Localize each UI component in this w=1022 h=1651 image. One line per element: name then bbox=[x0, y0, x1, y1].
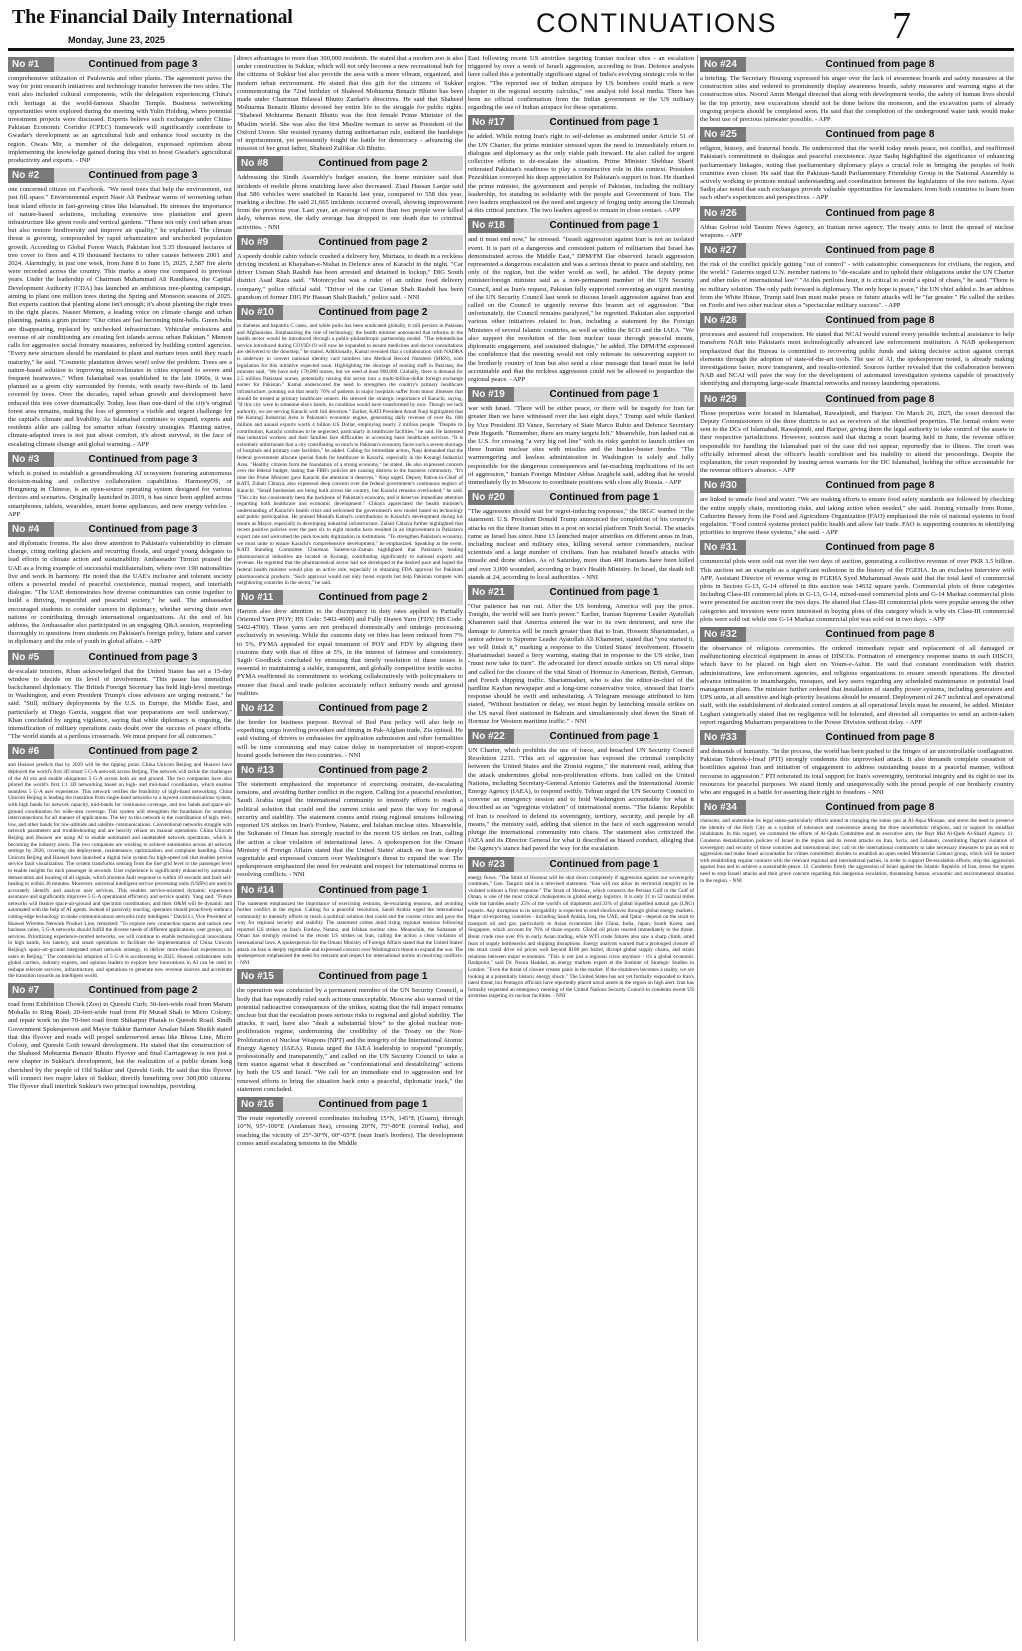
article-number: No #31 bbox=[700, 540, 746, 555]
article-body: The statement emphasized the importance of exercising restraint, de-escalating tensions, and avoiding further conflict in the region. Calling for a peaceful resolution, Saudi Arabia urged the international community to intensify efforts to reach a political solution that could end the current crisis and pave the way for regional security and stability. The statement comes amid rising regional tensions following reported US strikes on Iran's Fordow, Natanz, and Isfahan nuclear sites. Meanwhile, the Sultanate of Oman has strongly reacted to the recent US strikes on Iran, calling the action a clear violation of international laws. A spokesperson for the Omani Ministry of Foreign Affairs stated that the United States' attack on Iran is deeply regrettable and expressed concern over Washington's threat to expand the war. The spokesperson emphasized the need for restraint and respect for international norms in resolving conflicts. - NNI bbox=[237, 781, 463, 879]
article bbox=[468, 585, 694, 726]
continued-from-label: Continued from page 8 bbox=[746, 627, 1014, 642]
article-number: No #20 bbox=[468, 490, 514, 505]
article-body: the operation was conducted by a permanent member of the UN Security Council, a body that has repeatedly ruled such actions unacceptable. Moscow also warned of the potential radioactive consequences of the strikes, stating that the full impact remains unclear but that the escalation poses serious risks to regional and global stability. The attacks, it said, have also "dealt a substantial blow" to the global nuclear non-proliferation regime, undermining the credibility of the Treaty on the Non-Proliferation of Nuclear Weapons (NPT) and the integrity of the International Atomic Energy Agency (IAEA). Russia urged the IAEA leadership to respond "promptly, professionally and transparently," and called on the UN Security Council to take a firm stance against what it described as "confrontational and destabilizing" actions by both the US and Israel. "We call for an immediate end to aggression and for renewed efforts to bring the situation back onto a peaceful, diplomatic track," the statement concluded. bbox=[237, 987, 463, 1093]
article-body: war with Israel. "There will be either peace, or there will be tragedy for Iran far greater than we have witnessed over the last eight days," Trump said while flanked by Vice President JD Vance, Secretary of State Marco Rubio and Defence Secretary Pete Hegseth. "Remember, there are many targets left." Meanwhile, Iran lashed out at the U.S. for crossing "a very big red line" with its risky gambit to launch strikes on three Iranian nuclear sites with missiles and the bunker-buster bombs. "The warmongering and lawless administration in Washington is solely and fully responsible for the dangerous consequences and far-reaching implications of its act of aggression," Iranian Foreign Minister Abbas Araghchi said, adding that he would immediately fly to Moscow to coordinate positions with close ally Russia. - APP bbox=[468, 405, 694, 486]
article-header bbox=[237, 883, 463, 898]
masthead-rule bbox=[8, 48, 1014, 51]
article bbox=[700, 478, 1014, 537]
article-number: No #19 bbox=[468, 387, 514, 402]
article-body: the observance of religious ceremonies. He ordered immediate repair and replacement of all damaged or malfunctioning electrical equipment in areas of DISCOs. Formation of emergency response teams in each DISCO, which have to be placed on high alert on Youm-e-Ashur. He said that constant coordination with district administrations, law enforcement agencies, and religious organizations to ensure smooth operations. He directed advance intimation to imambargahs, mosques, and key users regarding any scheduled maintenance or potential load management plans. The minister further ordered that installation of standby power systems, including generators and UPS units, at all sensitive and high-priority locations should be ensured. Deployment of 24/7 technical and operational staff, with the establishment of dedicated control centers at all operational levels must be ensured, he added. Minister Leghari categorically stated that no negligence will be tolerated, and directed all companies to send an action-taken report regarding Muharram preparations to the Power Division without delay. - APP bbox=[700, 644, 1014, 726]
article-number: No #10 bbox=[237, 305, 283, 320]
article bbox=[237, 701, 463, 760]
article-body: processes and assured full cooperation. He stated that NCAI would extend every possible technical assistance to help transform NAB into Pakistan's most technologically advanced law enforcement institution. A NAB spokesperson emphasized that the Bureau is committed to recovering public funds and taking decisive action against corrupt elements through the adoption of state-of-the-art tools. The use of AI, the spokesperson noted, is already making investigations faster, more transparent, and results-oriented. Sources further revealed that the collaboration between NAB and NCAI will pave the way for the development of automated investigation systems capable of proactively identifying and disrupting large-scale financial networks and money laundering operations. bbox=[700, 331, 1014, 388]
article-header bbox=[237, 156, 463, 171]
continued-from-label: Continued from page 2 bbox=[54, 983, 232, 998]
article-header bbox=[8, 522, 232, 537]
continued-from-label: Continued from page 1 bbox=[514, 857, 694, 872]
article-body: and diplomatic forums. He also drew attention to Pakistan's vulnerability to climate change, citing melting glaciers and recurring floods, and urged young delegates to lead efforts in climate action and sustainability. Ambassador Tirmizi praised the UAE as a living example of successful multilateralism, where over 190 nationalities live and work in harmony. He noted that the UAE's inclusive and tolerant society offers a powerful model of peaceful coexistence, mutual respect, and interfaith dialogue. "The UAE demonstrates how diverse communities can come together to build a thriving, respectful and peaceful society," he said. The ambassador encouraged students to consider careers in diplomacy, whether serving their own nations or contributing through international organizations. At the end of his address, the Ambassador also participated in an engaging Q&A session, responding thoroughly to questions from students on Pakistan's foreign policy, future and career in diplomacy and the role of youth in global affairs. - APP bbox=[8, 539, 232, 646]
article-body: Haroon also drew attention to the discrepancy in duty rates applied to Partially Oriented Yarn (POY; HS Code: 5402-4600) and Fully Drawn Yarn (FDY; HS Code: 5402-4700). These yarns are not produced domestically and undergo processing exclusively in weaving. While the customs duty on fibre has been reduced from 7% to 5%, PYMA appealed for equal treatment of POY and FDY by aligning their customs duty with that of fibre at 5%, in the interest of fairness and consistency. Sagib Goodluck concluded by stressing that timely resolution of these issues is essential to maintaining a stable, transparent, and globally competitive textile sector. PYMA reaffirmed its commitment to working collaboratively with policymakers to ensure that fiscal and trade policies accurately reflect industry needs and ground realities. bbox=[237, 607, 463, 697]
article-body: Those properties were located in Islamabad, Rawalpindi, and Haripur. On March 26, 2025, the court directed the Deputy Commissioners of the three districts to act as receivers of the identified properties. The formal orders were sent to the DCs of Islamabad, Rawalpindi, and Haripur, giving them the legal authority to take control of the assets in their respective jurisdictions. However, sources said that during a court hearing held in June, the revenue officer responsible for handling the Islamabad part of the case did not appear, reportedly due to illness. The court was officially informed about the officer's health condition and his inability to attend the proceedings. Despite the explanation, the court responded by issuing arrest warrants for the DC Islamabad, holding the office accountable for the revenue officer's absence. - APP bbox=[700, 409, 1014, 475]
article bbox=[700, 243, 1014, 310]
article-header bbox=[8, 983, 232, 998]
continued-from-label: Continued from page 1 bbox=[514, 729, 694, 744]
article-header bbox=[468, 218, 694, 233]
continued-from-label: Continued from page 1 bbox=[514, 218, 694, 233]
article-body: commercial plots were sold out over the two days of auction, generating a collective revenue of over PKR 3.5 billion. This auction set an example as a significant milestone in the history of the FGEHA. In an exclusive Interview with APP, Assistant Director of revenue wing in FGEHA Syed Muhammad Awais said that the total land of commercial plots in Sectors G-13, G-14 offered in this auction was 14632 square yards. Commercial plots of three categories Including Class-III commercial plots in G-13, G-14, mixed-used commercial plots and G-14 Markaz commercial plots were presented for auction over the two days. He shared that Class-III commercial plots were popular among the other categories and investors were more interested in buying plots of this category which is why six Class-III commercial plots were sold out while one G-14 Markaz commercial plot was sold out in two days. - APP bbox=[700, 558, 1014, 623]
article-number: No #21 bbox=[468, 585, 514, 600]
continued-from-label: Continued from page 2 bbox=[54, 744, 232, 759]
continued-from-label: Continued from page 3 bbox=[54, 452, 232, 467]
article-header bbox=[700, 313, 1014, 328]
article bbox=[237, 969, 463, 1094]
article-body: religion, history, and fraternal bonds. He underscored that the world today needs peace, not conflict, and reaffirmed Pakistan's commitment to dialogue and peaceful coexistence. Ayaz Sadiq highlighted the significance of enhancing parliamentary linkages, noting that parliamentary diplomacy plays a crucial role in bringing the peoples of both countries even closer. He said that the Pakistan-Saudi Parliamentary Friendship Group in the National Assembly is actively working to promote mutual understanding and coordination between the legislatures of the two nations. Ayaz Sadiq also noted that such exchanges provide valuable opportunities for lawmakers from both countries to learn from each other's experiences and perspectives. - APP bbox=[700, 145, 1014, 202]
article bbox=[468, 55, 694, 112]
article-body: a briefing. The Secretary Housing expressed his anger over the lack of awareness boards and safety measures at the construction sites and ordered to prominently display awareness boards, safety measures and warning signs at the construction sites. Noorul Amin Mengal directed that along with development works, the safety of human lives should be the top priority, new excavations should not be done before the monsoon, and the excavation parts of already ongoing projects should be completed soon. He said that the completion of the underground water tank would make the best use of precious rainwater possible. - APP bbox=[700, 75, 1014, 124]
article bbox=[237, 763, 463, 879]
article-header bbox=[237, 969, 463, 984]
article-header bbox=[468, 585, 694, 600]
article-body: and demands of humanity. "In the process, the world has been pushed to the fringes of an uncontrollable conflagration. Pakistan Tehreek-i-Insaf (PTI) strongly condemns this unprovoked attack. It also demands complete cessation of hostilities against Iran and initiation of engagement to address outstanding issues in a peaceful manner, without recourse to aggression." PTI reiterated its total support for Iran's sovereignty, territorial integrity and its right to use its resources for peaceful purposes. We stand firmly and unequivocally with the proud people of our brotherly country who are engaged in a battle for asserting their right to freedom. - NNI bbox=[700, 747, 1014, 796]
article-header bbox=[237, 305, 463, 320]
continued-from-label: Continued from page 8 bbox=[746, 206, 1014, 221]
article-number: No #27 bbox=[700, 243, 746, 258]
article-header bbox=[700, 478, 1014, 493]
continued-from-label: Continued from page 8 bbox=[746, 313, 1014, 328]
continued-from-label: Continued from page 2 bbox=[283, 590, 463, 605]
column-divider bbox=[697, 55, 698, 1641]
article bbox=[8, 168, 232, 449]
article-body: A speedy double cabin vehicle crushed a delivery boy, Murtaza, to death in a reckless driving incident at Khayaban-e-Nishat in Defence area of Karachi in the night. "Car driver Usman Shah Rashdi has been arrested and detained in lockup," DIG South district Asad Raza said. "Motorcyclist was a rider of an online food delivery company," police official said. "Driver of the car Usman Shah Rashdi has been grandson of former DIG Pir Hassan Shah Rashdi," police said. - NNI bbox=[237, 252, 463, 301]
continued-from-label: Continued from page 8 bbox=[746, 800, 1014, 815]
article bbox=[468, 729, 694, 854]
article-number: No #18 bbox=[468, 218, 514, 233]
article-body: and it must end now," he stressed. "Israeli aggression against Iran is not an isolated event. It is part of a dangerous and consistent pattern of militarism that Israel has demonstrated across the Middle East," DPM/FM Dar observed. Israeli aggression represented a dangerous escalation and was a serious threat to peace and stability, not only of the region, but the wider world as well, he added. The deputy prime minister/foreign minister said as a non-permanent member of the UN Security Council, and as Iran's request, Pakistan fully supported convening an urgent meeting of the UN Security Council last week to discuss Israeli aggression against Iran and called on the Council to urgently reverse this brazen act of aggression. "But unfortunately, the Council remains paralyzed," he regretted. Pakistan also supported various other initiatives related to Iran, including a statement by the Foreign Ministers of several Islamic countries, as well as within the SCO and the IAEA. "We also support the resolution of the Iran nuclear issue through peaceful means, diplomatic engagement, and sustained dialogue," he added. The DPM/FM expressed the confidence that the meeting would not only reiterate its unwavering support to the brotherly country of Iran but also send a clear message that Israel must be held accountable and that the reckless aggression could not be allowed to jeopardize the regional peace. - APP bbox=[468, 236, 694, 383]
article-body: direct advantages to more than 300,000 residents. He stated that a modern zoo is also under construction in Sukkur, which will not only become a new recreational hub for the citizens of Sukkur but also provide the area with a more vibrant, organized, and modern urban environment. He stated that this gift for the citizens of Sukkur commemorating the 72nd birthday of Shaheed Mohtarma Benazir Bhutto has been made under Chairman Bilawal Bhutto Zardari's directives. He said that Shaheed Mohtarma Benazir Bhutto devoted her entire life to the struggle for public rights. "Shaheed Mohtarma Benazir Bhutto was the first female Prime Minister of the Muslim world. She was also the first Muslim woman to serve as President of the Oxford Union. She resisted tyranny during authoritarian rule, endured the hardships of imprisonment, yet persistently fought the battle for democracy - advancing the mission of her great father, Shaheed Zulfikar Ali Bhutto. bbox=[237, 55, 463, 153]
article-body: The route reportedly covered coordinates including 15°N, 145°E (Guam), through 10°N, 95°-100°E (Andaman Sea), crossing 20°N, 75°-80°E (central India), and reaching the vicinity of 25°-30°N, 60°-65°E (near Iran's borders). The development comes amid escalating tensions in the Middle bbox=[237, 1115, 463, 1147]
article bbox=[237, 156, 463, 231]
continued-from-label: Continued from page 3 bbox=[54, 57, 232, 72]
continued-from-label: Continued from page 2 bbox=[283, 701, 463, 716]
article bbox=[700, 800, 1014, 884]
column-1 bbox=[8, 55, 232, 1641]
continued-from-label: Continued from page 1 bbox=[514, 490, 694, 505]
article bbox=[8, 744, 232, 980]
continued-from-label: Continued from page 1 bbox=[283, 1097, 463, 1112]
paper-name: The Financial Daily International bbox=[12, 6, 293, 28]
continued-from-label: Continued from page 1 bbox=[514, 585, 694, 600]
article-header bbox=[468, 490, 694, 505]
continued-from-label: Continued from page 3 bbox=[54, 168, 232, 183]
column-2 bbox=[237, 55, 463, 1641]
article-number: No #25 bbox=[700, 127, 746, 142]
continued-from-label: Continued from page 8 bbox=[746, 243, 1014, 258]
article bbox=[700, 206, 1014, 240]
article-body: in diabetes and hepatitis C cases, and while polio has been eradicated globally, it still persists in Pakistan and Afghanistan. Emphasizing the role of technology, the health minister announced that reforms in the health sector would be introduced through a public-philanthropic partnership model. "The telemedicine service introduced during COVID-19 will now be expanded to ensure medicines and doctor consultations are delivered to the doorstep," he stated. Additionally, Kamal revealed that a collaboration with NADRA is underway to convert national identity card numbers into Medical Record Numbers (MRN), with legislation for this initiative expected soon. Highlighting the shortage of nursing staff in Pakistan, the minister said, "We have only 170,000 nurses, but we need at least 900,000. Globally, there is demand for 2.5 million Pakistani nurses, potentially turning this sector into a multi-billion-dollar foreign exchange earner for Pakistan." Kamal underscored the need to strengthen the country's primary healthcare infrastructure, pointing out that nearly 70% of patients in major hospitals suffer from minor illnesses that should be treated at primary healthcare centers. He stressed the strategic importance of Karachi, saying, "If this city were in someone else's hands, its condition would have transformed by now. Though we lack authority, we are serving Karachi with full devotion." Earlier, KATI President Amad Naqi highlighted that the Korangi Industrial Area is Pakistan's economic engine, generating daily revenue of over Rs. 600 million and annual exports worth 4 billion US Dollar, employing nearly 2 million people. "Despite its contribution, Karachi continues to be neglected, particularly in healthcare facilities," he said. He lamented that industrial workers and their families face difficulties in accessing basic healthcare services. "It is extremely unfortunate that a city contributing so much to Pakistan's economy faces such a severe shortage of hospitals and primary care facilities," he added. Calling for immediate action, Naqi demanded that the federal government allocate special funds for healthcare in Karachi, especially in the Korangi Industrial Area. "Healthy citizens form the foundation of a strong economy," he stated. He also expressed concern over the federal budget, stating that FBR's policies are causing distress to the business community. "It's time the Prime Minister gave Karachi the attention it deserves," Naqi urged. Deputy Patron-in-Chief of KATI, Zubair Chhaya, also expressed deep concern over the federal government's continuous neglect of Karachi. "Small businesses are being built across the country, but Karachi remains overlooked," he said. "This city has consistently been the backbone of Pakistan's economy, and it deserves immediate attention regarding both healthcare and economic development." Chhaya appreciated the health minister's understanding of Karachi's health crisis and welcomed the government's new model based on technology and public participation. He praised Mustafa Kamal's contributions to Karachi's development during his tenure as Mayor, especially in developing industrial infrastructure. Zubair Chhaya further highlighted that recent positive policies over the past six to eight months have resulted in an improvement in Pakistan's export rate and welcomed the push towards digitization in institutions. "To strengthen Pakistan's economy, we must unite to ensure Karachi's comprehensive development," he emphasized. Speaking at the event, KATI Standing Committee Chairman Saleem-uz-Zaman highlighted that Pakistan's leading pharmaceutical industries are located in Korangi, contributing significantly to national exports and revenue. He regretted that the pharmaceutical sector had not developed at the desired pace and hoped the federal health minister would play an active role, especially in obtaining FDA approval for Pakistani pharmaceutical products. "Such approval would not only boost exports but help Pakistan compete with neighboring countries in the sector," he said. bbox=[237, 323, 463, 587]
article-number: No #11 bbox=[237, 590, 283, 605]
continued-from-label: Continued from page 8 bbox=[746, 127, 1014, 142]
article-header bbox=[700, 127, 1014, 142]
article bbox=[8, 983, 232, 1091]
continued-from-label: Continued from page 2 bbox=[283, 235, 463, 250]
article-header bbox=[468, 857, 694, 872]
article bbox=[237, 883, 463, 967]
article-header bbox=[700, 627, 1014, 642]
article-header bbox=[237, 701, 463, 716]
column-4 bbox=[700, 55, 1014, 1641]
article bbox=[468, 115, 694, 215]
continued-from-label: Continued from page 8 bbox=[746, 392, 1014, 407]
article-header bbox=[700, 730, 1014, 745]
article-body: de-escalate tensions, Khan acknowledged that the United States has set a 15-day window to decide on its level of involvement. "This pause has intensified backchannel diplomacy. The British Foreign Secretary has held high-level meetings in Washington, and even President Trump's close advisers are urging restraint," he said. "Still, military deployments by the U.S. in Europe, the Middle East, and particularly at Diego Garcia, suggest that war preparations are well underway." Khan concluded by urging vigilance, saying that while diplomacy is ongoing, the intensification of military operations casts doubt over the success of peace efforts. "The world stands at a perilous crossroads. We must prepare for all outcomes." bbox=[8, 667, 232, 741]
article bbox=[237, 235, 463, 302]
article bbox=[237, 305, 463, 587]
article bbox=[8, 57, 232, 165]
article-number: No #29 bbox=[700, 392, 746, 407]
article-header bbox=[8, 168, 232, 183]
article-number: No #23 bbox=[468, 857, 514, 872]
continued-from-label: Continued from page 2 bbox=[283, 763, 463, 778]
article-header bbox=[8, 57, 232, 72]
continued-from-label: Continued from page 1 bbox=[514, 387, 694, 402]
article bbox=[237, 590, 463, 698]
article-number: No #6 bbox=[8, 744, 54, 759]
article-number: No #1 bbox=[8, 57, 54, 72]
column-divider bbox=[234, 55, 235, 1641]
continued-from-label: Continued from page 8 bbox=[746, 57, 1014, 72]
article-header bbox=[468, 115, 694, 130]
article-body: "The aggressors should wait for regret-inducing responses," the IRGC warned in the statement. U.S. President Donald Trump announced the completion of his country's attacks on the three Iranian sites in a post on social platform Truth Social. The attacks came as Israel has since June 13 launched major airstrikes on different areas in Iran, including nuclear and military sites, killing several senior commanders, nuclear scientists and a large number of civilians. Iran has retaliated Israel's attacks with missile and drone strikes. As of Saturday, more than 400 Iranians have been killed and over 3,000 wounded, according to Iran's Health Ministry. In Israel, the death toll stands at 24, according to local authorities. - NNI bbox=[468, 508, 694, 581]
article-header bbox=[700, 206, 1014, 221]
article-number: No #17 bbox=[468, 115, 514, 130]
column-divider bbox=[465, 55, 466, 1641]
article-number: No #5 bbox=[8, 650, 54, 665]
article-body: character, and undermine its legal status-particularly efforts aimed at changing the status quo at Al-Aqsa Mosque, and stress the need to preserve the identity of the Holy City as a symbol of tolerance and coexistence among the three monotheistic religions, and to support its steadfast inhabitants. In this regard, we commend the efforts of Al-Quds Committee and its executive arm, the Bayt Mal Al-Quds Al-Sharif Agency. 11. Condemn destabilization policies of Israel in the region and its recent attacks on Iran, Syria, and Lebanon, constituting flagrant violation of sovereignty and security of those countries and international law; call on the international community to take necessary measures to put an end to aggression and make Israel accountable for crimes committed; decides to establish an open ended Ministerial Contact group, which will be tasked with establishing regular contacts with the relevant regional and international parties, in order to support De-escalation efforts; stop the aggression against Iran and to achieve a sustainable peace. 12. Condemn firmly the aggression of Israel against the Islamic Republic of Iran, stress the urgent need to stop Israeli attacks and their grave concern regarding this dangerous escalation, threatening human, economic and environmental situation in the region. - NNI bbox=[700, 818, 1014, 884]
continued-from-label: Continued from page 3 bbox=[54, 522, 232, 537]
article-header bbox=[237, 235, 463, 250]
article-header bbox=[237, 1097, 463, 1112]
article-number: No #32 bbox=[700, 627, 746, 642]
continued-from-label: Continued from page 1 bbox=[283, 883, 463, 898]
article-number: No #26 bbox=[700, 206, 746, 221]
article-number: No #14 bbox=[237, 883, 283, 898]
article-body: comprehensive utilization of Paulownia and other plants. The agreement paves the way for joint research initiatives and technology transfer between the two sides. The visit also included cultural components, with the delegation experiencing China's rich heritage at the world-famous Shaolin Temple. Business networking opportunities were explored during the meeting with Yulin Holding, where potential investment projects were discussed. Experts believe such exchanges under China-Pakistan Economic Corridor (CPEC) framework will significantly contribute to Gwadar's development as an agricultural hub and enhance food security in the region. Owais Mir, a member of the delegation, expressed optimism about implementing the knowledge gained during this visit to boost Gwadar's agricultural productivity and exports. - INP bbox=[8, 75, 232, 165]
article-number: No #16 bbox=[237, 1097, 283, 1112]
continued-from-label: Continued from page 8 bbox=[746, 730, 1014, 745]
article-body: The statement emphasized the importance of exercising restraint, de-escalating tensions, and avoiding further conflict in the region. Calling for a peaceful resolution, Saudi Arabia urged the international community to intensify efforts to reach a political solution that could end the current crisis and pave the way for regional security and stability. The statement comes amid rising regional tensions following reported US strikes on Iran's Fordow, Natanz, and Isfahan nuclear sites. Meanwhile, the Sultanate of Oman has strongly reacted to the recent US strikes on Iran, calling the action a clear violation of international laws. A spokesperson for the Omani Ministry of Foreign Affairs stated that the United States' attack on Iran is deeply regrettable and expressed concern over Washington's threat to expand the war. The spokesperson emphasized the need for restraint and respect for international norms in resolving conflicts. - NNI bbox=[237, 900, 463, 966]
article bbox=[468, 218, 694, 384]
continued-from-label: Continued from page 8 bbox=[746, 478, 1014, 493]
article-body: Abbas Golroo told Tasnim News Agency, an Iranian news agency. The treaty aims to limit the spread of nuclear weapons. - APP bbox=[700, 223, 1014, 239]
article-number: No #13 bbox=[237, 763, 283, 778]
article-header bbox=[468, 387, 694, 402]
article bbox=[8, 452, 232, 519]
article-number: No #9 bbox=[237, 235, 283, 250]
article-header bbox=[237, 763, 463, 778]
article-number: No #28 bbox=[700, 313, 746, 328]
article-number: No #8 bbox=[237, 156, 283, 171]
article-header bbox=[237, 590, 463, 605]
article-number: No #24 bbox=[700, 57, 746, 72]
section-title: CONTINUATIONS bbox=[536, 8, 777, 38]
article bbox=[237, 55, 463, 153]
article-header bbox=[468, 729, 694, 744]
article-body: the risk of the conflict quickly getting "out of control" - with catastrophic consequences for civilians, the region, and the world." Guterres urged U.N. member nations to "de-escalate and to uphold their obligations under the UN Charter and other rules of international law." "At this perilous hour, it is critical to avoid a spiral of chaos," he said. "There is no military solution. The only path forward is diplomacy. The only hope is peace," the UN chief added.e. In an address from the White House, Trump said Iran must make peace or future attacks will be "far greater." He called the strikes on Fordo and two other nuclear sites a "spectacular military success". - APP bbox=[700, 261, 1014, 310]
article-body: energy flows. "The Strait of Hormuz will be shut down completely if aggression against our sovereignty continues," Gen. Tangsiri said in a televised statement. "Iran will not allow its territorial integrity to be violated without a firm response." The Strait of Hormuz, which connects the Persian Gulf to the Gulf of Oman, is one of the most critical chokepoints in global energy logistics. It is only 21 to 52 nautical miles wide but handles nearly 25% of the world's oil shipments and 33% of global liquefied natural gas (LNG) exports. Any disruption to its navigability is expected to send shockwaves through global energy markets. Major oil-exporting countries - including Saudi Arabia, Iraq, the UAE, and Qatar - depend on the strait to transport oil and gas, particularly to Asian economies like China, India, Japan, South Korea, and Singapore, which account for 76% of those exports. Global oil prices reacted immediately to the threat. Brent crude rose over 6% in early Asian trading, while WTI crude futures also saw a sharp climb, amid fears of supply bottlenecks and shipping disruptions. Energy analysts warned that a prolonged closure of the strait could drive oil prices well beyond $100 per barrel, disrupt global supply chains, and strain relations between major economies. "This is not just a regional crisis anymore - it's a global economic flashpoint," said Dr. Noura Haddad, an energy markets expert at the Institute of Strategic Studies in London. "Even the threat of closure creates panic in the market. If the shutdown becomes a reality, we are looking at a potentially historic energy shock." The United States has not yet formally responded to Iran's latest threat, but Pentagon officials have reportedly placed naval assets in the region on high alert. Iran has formally requested an emergency meeting of the United Nations Security Council to condemn recent US airstrikes targeting its nuclear facilities. - NNI bbox=[468, 874, 694, 1000]
article-number: No #34 bbox=[700, 800, 746, 815]
article-header bbox=[8, 650, 232, 665]
article-number: No #7 bbox=[8, 983, 54, 998]
article-body: UN Charter, which prohibits the use of force, and breached UN Security Council Resolution 2231. "This act of aggression has exposed the criminal complicity between the United States and the Zionist regime," the statement read, adding that the attack undermines global non-proliferation efforts. Iran called on the United Nations, including Secretary-General Antonio Guterres and the International Atomic Energy Agency (IAEA), to respond swiftly. Tehran urged the UN Security Council to convene an emergency session and to hold Washington accountable for what it described as an "egregious violation" of international norms. "The Islamic Republic of Iran is resolved to defend its sovereignty, territory, security, and people by all means," the ministry said, adding that silence in the face of such aggression would plunge the international community into chaos. The statement also criticized the IAEA and its Director General for what it described as biased conduct, alleging that the Agency's stance had paved the way for the escalation. bbox=[468, 747, 694, 853]
article-body: one concerned citizen on Facebook. "We need trees that help the environment, not just fill space." Environmental expert Nasir Ali Panhwar warns of worsening urban heat island effects in fast-growing cities like Islamabad. He stresses the importance of nature-based solutions, including extensive tree plantation and green infrastructure like green roofs and vertical gardens. "These not only cool urban areas but also restore biodiversity and improve air quality," he explained. The climate threat is growing, compounded by rapid urbanization and unchecked population growth. According to Global Forest Watch, Pakistan lost 5.35 thousand hectares of tree cover to fires and 4.19 thousand hectares to other causes between 2001 and 2024. Alarmingly, in just one week, from June 8 to June 15, 2025, 2,587 fire alerts were recorded across the country. This marks a steep rise compared to previous years. Under the leadership of Chairman Muhammad Ali Randhawa, the Capital Development Authority (CDA) has launched an ambitious tree-planting campaign, aiming to plant one million trees during the Spring and Monsoon seasons of 2025. But experts caution that planting alone isn't enough; it's about planting the right trees in the right places. Naseer Memon, a leading voice on climate change and urban planning, paints a grim picture: "Our cities are fast becoming mini-hells. Green belts are disappearing, replaced by unchecked infrastructure. Vehicular emissions and overuse of air conditioning are creating hot islands across urban Pakistan." Memon calls for aggressive social forestry measures, enforced by building control agencies. "Every new structure should be mandated to plant and nurture trees until they reach maturity," he said. "Cosmetic plantation drives won't solve the problem. Trees are a nature-based solution to improving microclimates in cities exposed to severe and frequent heatwaves." When Islamabad was established in the late 1960s, it was planned as a green city surrounded by forests, with nearly two-thirds of its land covered by trees. Over the decades, rapid urban growth and development have reduced this tree cover dramatically. Today, less than one-third of the city's original forest area remains, making the loss of greenery a visible and urgent challenge for the capital's climate and livability. As Islamabad continues to expand, experts and residents alike are calling for smarter urban forestry strategies. Planting native, climate-adapted trees is not just about comfort, it's about survival, in the face of escalating climate change and global warming. - APP bbox=[8, 186, 232, 448]
article-body: which is poised to establish a groundbreaking AI ecosystem featuring autonomous decision-making and collective collaboration capabilities. HarmonyOS, or Hongmeng in Chinese, is an open-source operating system designed for various devices and scenarios. Originally launched in 2019, it has since been applied across smartphones, tablets, wearables, smart home appliances, and new energy vehicles. - APP bbox=[8, 469, 232, 518]
article bbox=[700, 540, 1014, 624]
article-number: No #22 bbox=[468, 729, 514, 744]
article-header bbox=[700, 392, 1014, 407]
article-header bbox=[700, 540, 1014, 555]
article-number: No #4 bbox=[8, 522, 54, 537]
article-body: he added. While noting Iran's right to self-defense as enshrined under Article 51 of the UN Charter, the prime minister stressed upon the need to immediately return to dialogue and diplomacy as the only viable path forward. He also called for urgent collective efforts to de-escalate the situation. Prime Minister Shehbaz Sharif reiterated Pakistan's readiness to play a constructive role in this context. President Pezeshkian conveyed his deep appreciation for Pakistan's support to Iran. He thanked the prime minister, the government and people of Pakistan, including the military leadership, for standing in solidarity with the people and Government of Iran. The two leaders emphasized on the need and urgency of forging unity among the Ummah at this critical juncture. The two leaders agreed to remain in close contact. - APP bbox=[468, 133, 694, 215]
continued-from-label: Continued from page 8 bbox=[746, 540, 1014, 555]
continued-from-label: Continued from page 1 bbox=[283, 969, 463, 984]
article bbox=[468, 857, 694, 1000]
continued-from-label: Continued from page 2 bbox=[283, 305, 463, 320]
continued-from-label: Continued from page 3 bbox=[54, 650, 232, 665]
article bbox=[237, 1097, 463, 1148]
article bbox=[8, 650, 232, 742]
continued-from-label: Continued from page 1 bbox=[514, 115, 694, 130]
article bbox=[8, 522, 232, 647]
article bbox=[468, 387, 694, 487]
article-number: No #3 bbox=[8, 452, 54, 467]
article-body: East following recent US airstrikes targeting Iranian nuclear sites - an escalation triggered by over a week of Israeli aggression, according to Iran. Defence analysts have called this a potentially significant signal of India's evolving strategic role in the region. "The reported use of Indian airspace by US bombers could mark a new chapter in the regional security calculus," one analyst told local media. There has been no official confirmation from the Indian government or the US military regarding the use of Indian airspace for these operations. bbox=[468, 55, 694, 112]
article-body: the border for business purpose. Revival of Red Pass policy will also help in expediting cargo traveling procedure and timing in Pak-Afghan trade, Zia opined. He said visiting of drivers to embassies for application submission and other formalities will be time consuming and may cause delay in transportation of import-export bound goods between the two countries. - NNI bbox=[237, 719, 463, 759]
article-header bbox=[700, 57, 1014, 72]
article-number: No #15 bbox=[237, 969, 283, 984]
article-number: No #2 bbox=[8, 168, 54, 183]
article bbox=[700, 730, 1014, 797]
article bbox=[700, 313, 1014, 388]
article-number: No #30 bbox=[700, 478, 746, 493]
article-body: Addressing the Sindh Assembly's budget session, the home minister said that incidents of mobile phone snatching have also decreased. Ziaul Hassan Lanjar said that 586 vehicles were snatched in Karachi last year, compared to 558 this year, marking a decline. He said 21,665 incidents occurred overall, showing improvement from the previous year. Last year, an average of more than two people were killed daily, whereas now, the daily average has dropped to one death due to criminal activities. - NNI bbox=[237, 174, 463, 231]
article bbox=[700, 57, 1014, 124]
article-number: No #33 bbox=[700, 730, 746, 745]
article-header bbox=[700, 800, 1014, 815]
publication-date: Monday, June 23, 2025 bbox=[68, 35, 165, 45]
article-header bbox=[8, 452, 232, 467]
article-header bbox=[8, 744, 232, 759]
page-number: 7 bbox=[892, 5, 911, 47]
article bbox=[700, 627, 1014, 727]
article-number: No #12 bbox=[237, 701, 283, 716]
article-body: are linked to unsafe food and water. "We are making efforts to ensure food safety standards are followed by checking the entire supply chain, monitoring risks, and taking action when needed," she said. Joining virtually from Rome, Catherine Bessey from the Food and Agriculture Organization (FAO) emphasized the role of national systems in food regulation. "Food control systems protect public health and allow fair trade. FAO is supporting countries in identifying priorities to improve these systems," she said. - APP bbox=[700, 496, 1014, 537]
continued-from-label: Continued from page 2 bbox=[283, 156, 463, 171]
article-header bbox=[700, 243, 1014, 258]
article bbox=[700, 127, 1014, 202]
article-body: and Huawei predicts that by 2029 will be the tipping point. China Unicom Beijing and Huawei have deployed the world's first 3D smart 5 G-A network across Beijing. The network will tackle the challenges of the AI era and enable ubiquitous 5 G-A across both air and ground. The two companies have also piloted the world's first 1:1 3D networking based on high- and mid-band coordination, which enables seamless 5 G-A user experience. This network verifies the feasibility of high-band networking. China Unicom Beijing is leading the transition from single-band networks to a layered communications system, with high bands for network capacity, mid-bands for continuous coverage, and low bands and space-air-ground coordination for wide-area coverage. This system will strengthen the foundation for seamless interconnections for all manner of applications. The key to this network is the coordination of high, mid-, low, and other bands for low-altitude and satellite communications. Conventional networks struggle with network parameters and troubleshooting and are heavily reliant on manual operations. China Unicom Beijing and Huawei are using AI to enable automated and unattended network operations, which is becoming the industry norm. The two companies are working to achieve automation across all network settings by 2026, covering site deployment, maintenance, optimization, and complaint handling. China Unicom Beijing and Huawei have launched a digital twin system for high-speed rail that enables precise service fault visualization. The system transforms sensing from the line grid level to the passenger level to enable insights for each passenger in seconds. User experience is significantly enhanced by automatic demarcation and locating of all signals, which shortens fault response to within 10 seconds and fault self-healing to within 30 minutes. Moreover, universal intelligent service processing units (USIPs) are used to accurately identify and analyze user services. This enables service-oriented dynamic experience assurance and significantly improves 5 G-A operational efficiency and service quality. Yang said: "Future networks will feature space-air-ground and spectrum coordination, and their O&M will be dynamic and automated with the help of AI agents. Instead of passively reacting, operators should proactively embrace cutting-edge technology to make communications networks truly intelligent." David Li, Vice President of Huawei Wireless Network Product Line, remarked: "To explore new connection spaces and unlock new business value, 5 G-A networks should fulfill the diverse needs of different applications, user groups, and services. Prioritizing experience-centred networks, we will continue to enable technological innovations in high bands, low latency, and smart operations to facilitate the implementation of China Unicom Beijing's space-air-ground integrated smart network strategy, to deliver more-than-fast experiences to users in Beijing." The commercial adoption of 5 G-A is accelerating in 2025. Huawei collaborates with global carriers, industry experts, and opinion leaders to explore how innovations in AI can be used to reshape telecom services, infrastructure, and operations to generate new revenue sources and accelerate the transition towards an intelligent world. bbox=[8, 762, 232, 980]
article bbox=[700, 392, 1014, 476]
column-3 bbox=[468, 55, 694, 1641]
article-body: road from Exhibition Chowk (Zoo) to Qureshi Curb; 30-feet-wide road from Maram Mohalla to Ring Road; 20-feet-wide road from Pir Murad Shah to Micro Colony; and repair work on the 70-feet road from Shikarpur Phatak to Qureshi Road. Sindh Government Spokesperson and Mayor Sukkur Barrister Arsalan Islam Sheikh stated that this flyover and roads will propel underserved areas like Bhosa Line, Micro Colony, and Qureshi Goth toward development. He stated that the construction of the Shaheed Mohtarma Benazir Bhutto Flyover and final Carriageway is not just a new chapter in Sukkur's development, but the realization of a public dream long cherished by the people of Old Sukkur and Qureshi Goth. He said that this flyover will connect two major lakes of Sukkur, directly benefiting over 300,000 citizens. The flyover shall interlink Sukkur's two principal townships, providing bbox=[8, 1001, 232, 1091]
article-body: "Our patience has run out. After the US bombing, America will pay the price. Tonight, the world will see Iran's power." Earlier, Iranian Supreme Leader Ayatollah Khamenei said that America entered the war to its own detriment, and now the damage to America will be much greater than that to Iran. Hossein Shariatmadari, a senior adviser to Supreme Leader Ayatollah Ali Khamenei, stated that "you started it, we will finish it," marking a response to the United States' involvement. Hossein Shariatmadari issued a fiery warning, stating that in response to the US strike, Iran "must now take its turn". He advocated for direct missile strikes on US naval ships and called for the closure of the vital Strait of Hormuz to American, British, German, and French shipping traffic. Shariatmadari, who is also the editor-in-chief of the hardline Kayhan newspaper and a long-time conservative voice, stressed that Iran's response should be swift and unhesitating. A Telegram message attributed to him stated, "Without hesitation or delay, we must begin by launching missile strikes on the US naval fleet stationed in Bahrain and simultaneously shut down the Strait of Hormuz for Western maritime traffic." - NNI bbox=[468, 602, 694, 725]
article bbox=[468, 490, 694, 582]
